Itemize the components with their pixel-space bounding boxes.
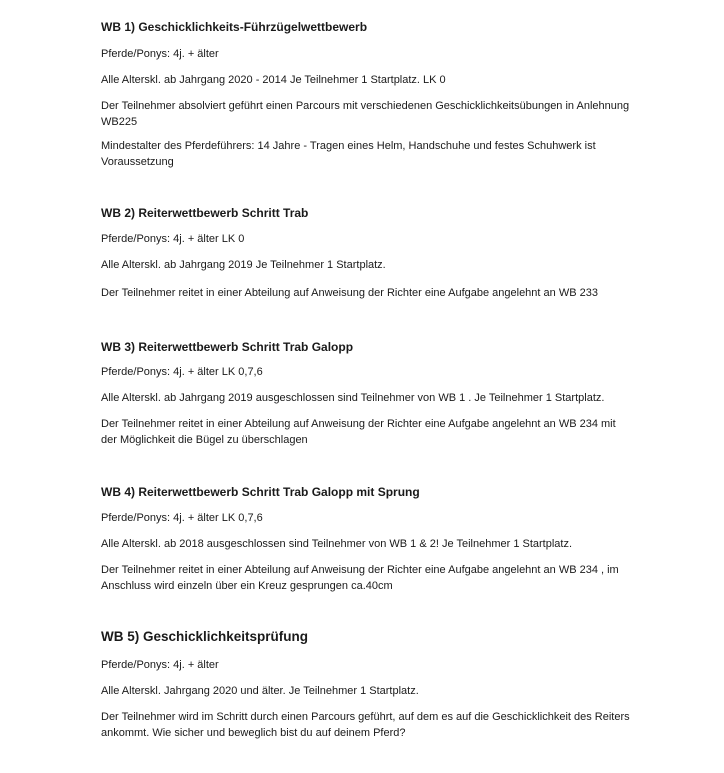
section-paragraph: Der Teilnehmer absolviert geführt einen Parcours mit verschiedenen Geschicklichkeitsübungen in Anlehnung WB225: [101, 100, 630, 128]
section-title: WB 5) Geschicklichkeitsprüfung: [101, 629, 309, 644]
section-paragraph: Alle Alterskl. ab Jahrgang 2019 ausgeschlossen sind Teilnehmer von WB 1 . Je Teilnehmer 1 Startplatz.: [101, 392, 605, 404]
section-paragraph: Pferde/Ponys: 4j. + älter LK 0,7,6: [101, 512, 263, 524]
section-paragraph: Alle Alterskl. ab 2018 ausgeschlossen sind Teilnehmer von WB 1 & 2! Je Teilnehmer 1 Startplatz.: [101, 538, 573, 550]
section-paragraph: Alle Alterskl. ab Jahrgang 2020 - 2014 Je Teilnehmer 1 Startplatz. LK 0: [101, 74, 446, 86]
section-title: WB 1) Geschicklichkeits-Führzügelwettbewerb: [101, 20, 368, 34]
section-paragraph: Der Teilnehmer reitet in einer Abteilung auf Anweisung der Richter eine Aufgabe angelehnt an WB 234 mit der Möglichkeit die Bügel zu überschlagen: [101, 418, 616, 446]
section-paragraph: Der Teilnehmer wird im Schritt durch einen Parcours geführt, auf dem es auf die Geschicklichkeit des Reiters ankommt. Wie sicher und beweglich bist du auf deinem Pferd?: [101, 711, 630, 739]
section-paragraph: Der Teilnehmer reitet in einer Abteilung auf Anweisung der Richter eine Aufgabe angelehnt an WB 234 , im Anschluss wird einzeln über ein Kreuz gesprungen ca.40cm: [101, 564, 619, 592]
section-paragraph: Der Teilnehmer reitet in einer Abteilung auf Anweisung der Richter eine Aufgabe angelehnt an WB 233: [101, 287, 598, 299]
section-paragraph: Pferde/Ponys: 4j. + älter: [101, 659, 219, 671]
section-paragraph: Pferde/Ponys: 4j. + älter LK 0,7,6: [101, 366, 263, 378]
section-paragraph: Alle Alterskl. ab Jahrgang 2019 Je Teilnehmer 1 Startplatz.: [101, 259, 386, 271]
section-title: WB 4) Reiterwettbewerb Schritt Trab Galopp mit Sprung: [101, 485, 420, 499]
section-title: WB 2) Reiterwettbewerb Schritt Trab: [101, 206, 309, 220]
section-title: WB 3) Reiterwettbewerb Schritt Trab Galopp: [101, 340, 354, 354]
section-paragraph: Pferde/Ponys: 4j. + älter LK 0: [101, 233, 245, 245]
section-paragraph: Alle Alterskl. Jahrgang 2020 und älter. Je Teilnehmer 1 Startplatz.: [101, 685, 419, 697]
section-paragraph: Mindestalter des Pferdeführers: 14 Jahre - Tragen eines Helm, Handschuhe und festes Schuhwerk ist Voraussetzung: [101, 140, 596, 168]
section-paragraph: Pferde/Ponys: 4j. + älter: [101, 48, 219, 60]
